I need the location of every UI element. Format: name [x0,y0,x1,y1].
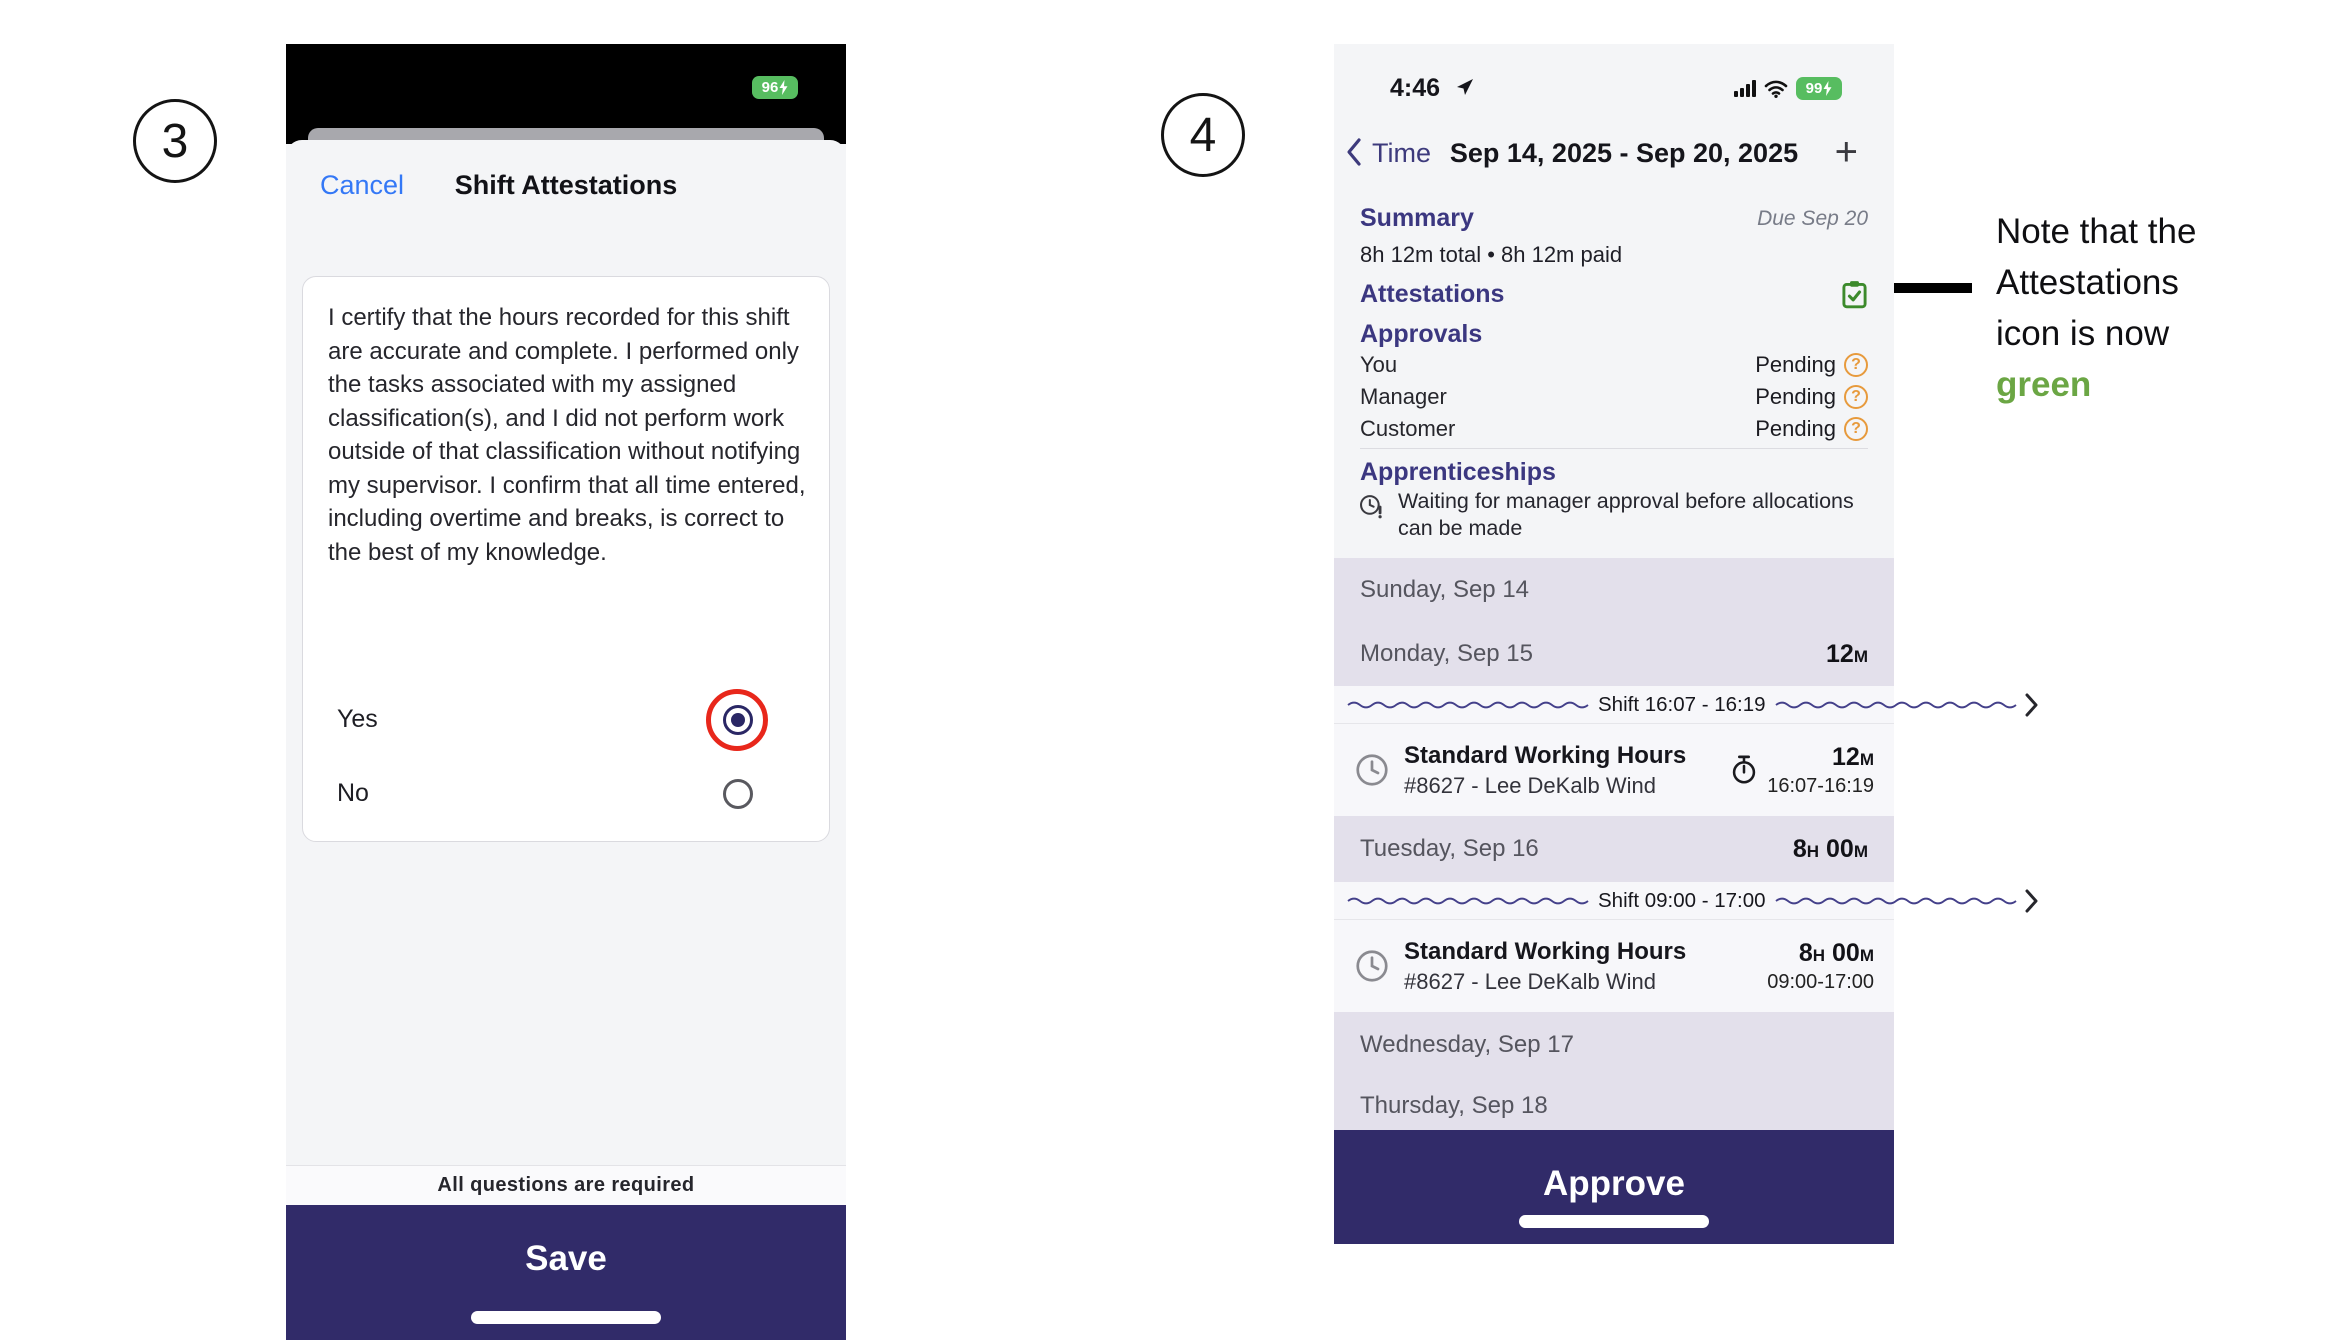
wavy-line-icon [1348,699,1588,711]
apprenticeships-note: Waiting for manager approval before allocations can be made [1398,489,1854,540]
back-button-time[interactable]: Time [1372,138,1431,168]
home-indicator[interactable] [471,1311,661,1324]
approvals-heading-row [1360,320,1868,349]
attestation-statement: I certify that the hours recorded for this shift are accurate and complete. I performed only the tasks associated with my assigned classification(s), and I did not perform work outside of that classification without notifying my supervisor. I confirm that all time entered, including overtime and breaks, is correct to the best of my knowledge. [328,304,806,566]
help-icon[interactable]: ? [1844,353,1868,377]
entry-subtitle: #8627 - Lee DeKalb Wind [1404,772,1656,798]
battery-charging-badge [752,76,798,99]
option-yes-label: Yes [337,705,378,733]
day-row-monday [1334,622,1894,686]
arrow-shaft [1886,283,1972,293]
entry-title: Standard Working Hours [1404,937,1687,965]
save-button[interactable]: Save [525,1239,607,1278]
section-divider [1360,448,1868,449]
day-row-wednesday [1334,1012,1894,1078]
phone-screenshot-4 [1334,44,1894,1244]
clock-alert-icon [1358,492,1386,520]
back-chevron-icon[interactable] [1346,138,1362,166]
step-3-number: 3 [161,114,189,168]
entry-duration-block [1767,939,1874,994]
lightning-bolt-icon [1823,81,1832,96]
day-row-tuesday [1334,816,1894,882]
option-no-label: No [337,779,369,807]
lightning-bolt-icon [779,80,788,95]
time-entry-row[interactable] [1334,724,1894,816]
duration-value: 8 [1792,834,1807,863]
hours-totals: 8h 12m total • 8h 12m paid [1360,242,1623,267]
duration-value: 12 [1832,742,1860,771]
status-icons [1734,77,1842,100]
clock-icon [1354,948,1390,984]
attestations-label: Attestations [1360,280,1505,308]
entry-text [1404,742,1731,799]
approve-bar [1334,1130,1894,1244]
apprenticeships-heading-row [1360,458,1868,487]
approval-row-customer [1360,416,1868,442]
add-button[interactable]: + [1834,130,1858,174]
day-duration [1826,640,1868,669]
duration-unit: M [1859,749,1874,769]
approvals-heading: Approvals [1360,320,1483,348]
annotation-note [1996,206,2326,410]
summary-heading: Summary [1360,204,1474,232]
duration-unit: H [1806,841,1820,861]
stopwatch-icon [1731,755,1757,785]
required-note-text: All questions are required [437,1174,695,1196]
modal-title: Shift Attestations [454,170,678,200]
duration-value: 00 [1832,938,1860,967]
red-highlight-circle [706,689,768,751]
day-row-sunday [1334,558,1894,622]
location-arrow-icon [1456,78,1474,96]
note-highlight-green: green [1996,365,2092,404]
approver-name: Manager [1360,384,1447,409]
cancel-button[interactable]: Cancel [320,170,405,200]
radio-no[interactable] [723,779,753,809]
shift-divider-row[interactable] [1334,686,1894,724]
due-date: Due Sep 20 [1757,206,1868,230]
entry-duration [1799,939,1874,967]
entry-duration [1832,743,1874,771]
save-bar [286,1205,846,1340]
step-4-number: 4 [1189,108,1217,162]
approve-button[interactable]: Approve [1543,1164,1685,1203]
day-label: Thursday, Sep 18 [1360,1092,1548,1119]
shift-label: Shift 16:07 - 16:19 [1598,692,1766,716]
entry-duration-block [1767,743,1874,798]
chevron-right-icon[interactable] [2024,889,2039,913]
entry-time-range: 16:07-16:19 [1767,774,1874,797]
day-label: Sunday, Sep 14 [1360,576,1530,603]
modal-header [286,140,846,226]
attestations-modal-sheet [286,140,846,1278]
status-clock: 4:46 [1390,74,1441,102]
note-line: Attestations [1996,263,2179,302]
phone-screenshot-3 [286,44,846,1278]
summary-heading-row [1360,204,1868,233]
attestations-row [1360,280,1868,309]
chevron-right-icon[interactable] [2024,693,2039,717]
entry-subtitle: #8627 - Lee DeKalb Wind [1404,968,1656,994]
day-label: Wednesday, Sep 17 [1360,1031,1574,1058]
day-duration [1793,835,1868,864]
navigation-bar [1334,126,1894,180]
day-label: Monday, Sep 15 [1360,640,1534,667]
shift-divider-row[interactable] [1334,882,1894,920]
clock-icon [1354,752,1390,788]
required-note-strip [286,1165,846,1205]
day-label: Tuesday, Sep 16 [1360,835,1539,862]
wavy-line-icon [1776,895,2016,907]
note-line: Note that the [1996,212,2197,251]
wifi-icon [1764,80,1788,98]
battery-charging-badge [1796,77,1842,100]
day-row-thursday [1334,1078,1894,1130]
entry-time-range: 09:00-17:00 [1767,970,1874,993]
step-3-badge [133,99,217,183]
time-entry-row[interactable] [1334,920,1894,1012]
duration-unit: M [1853,841,1868,861]
wavy-line-icon [1348,895,1588,907]
approver-name: You [1360,352,1398,377]
approval-row-manager [1360,384,1868,410]
cellular-signal-icon [1734,80,1756,97]
attestation-question-card [302,276,830,842]
duration-value: 8 [1798,938,1813,967]
entry-text [1404,938,1757,995]
wavy-line-icon [1776,699,2016,711]
duration-unit: M [1859,945,1874,965]
duration-value: 12 [1826,639,1854,668]
duration-value: 00 [1826,834,1854,863]
week-range-title: Sep 14, 2025 - Sep 20, 2025 [1449,138,1799,168]
battery-percent: 99 [1805,80,1823,97]
help-icon[interactable]: ? [1844,417,1868,441]
help-icon[interactable]: ? [1844,385,1868,409]
duration-unit: M [1853,646,1868,666]
note-line: icon is now [1996,314,2170,353]
approval-row-you [1360,352,1868,378]
shift-label: Shift 09:00 - 17:00 [1598,888,1766,912]
totals-row [1360,242,1868,268]
duration-unit: H [1812,945,1826,965]
entry-title: Standard Working Hours [1404,741,1687,769]
battery-percent: 96 [761,79,779,96]
apprenticeships-heading: Apprenticeships [1360,458,1556,486]
step-4-badge [1161,93,1245,177]
attestation-clipboard-check-icon-green[interactable] [1841,280,1868,309]
approval-status: Pending [1755,352,1836,377]
approval-status: Pending [1755,416,1836,441]
approver-name: Customer [1360,416,1456,441]
approval-status: Pending [1755,384,1836,409]
home-indicator[interactable] [1519,1215,1709,1228]
